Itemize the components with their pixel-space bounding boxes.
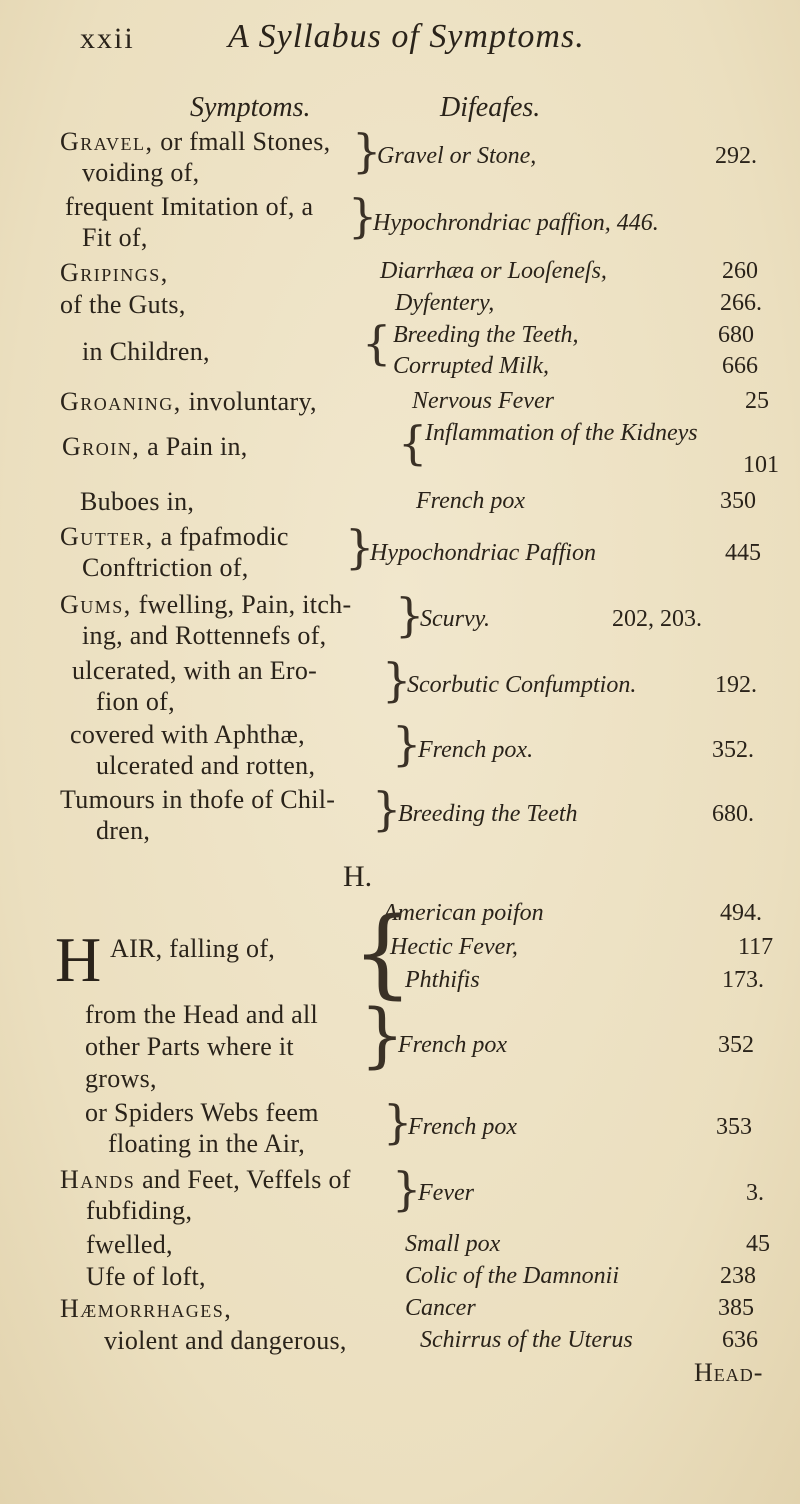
symptom-line: Ufe of loft,	[86, 1262, 206, 1291]
symptom-line: or Spiders Webs feem	[85, 1098, 319, 1127]
symptom-line: fion of,	[96, 687, 175, 716]
brace-icon: }	[383, 1095, 413, 1149]
running-title: A Syllabus of Symptoms.	[228, 18, 585, 55]
page-ref: 352	[718, 1032, 754, 1058]
symptom-line: fubfiding,	[86, 1196, 193, 1225]
page-ref: 350	[720, 488, 756, 514]
brace-icon: }	[382, 653, 412, 707]
column-head-diseases: Difeafes.	[440, 92, 541, 123]
symptom-line: ulcerated, with an Ero-	[72, 656, 318, 685]
page-ref: 202, 203.	[612, 606, 702, 632]
symptom-line: AIR, falling of,	[110, 934, 276, 963]
disease: Nervous Fever	[412, 388, 554, 414]
disease: French pox	[416, 488, 526, 514]
symptom-line: from the Head and all	[85, 1000, 318, 1029]
disease: Phthifis	[405, 967, 480, 993]
symptom-line: floating in the Air,	[108, 1129, 306, 1158]
column-head-symptoms: Symptoms.	[190, 92, 311, 123]
brace-icon: }	[352, 124, 382, 178]
symptom-line: Fit of,	[82, 223, 148, 252]
section-letter: H.	[343, 860, 373, 893]
page-ref: 25	[745, 388, 769, 414]
brace-icon: }	[345, 520, 375, 574]
symptom-line: voiding of,	[82, 158, 200, 187]
symptom-line: fwelled,	[86, 1230, 173, 1259]
symptom-line: Buboes in,	[80, 487, 195, 516]
page-ref: 117	[738, 934, 774, 960]
disease: Breeding the Teeth,	[393, 322, 579, 348]
page-ref: 385	[718, 1295, 754, 1321]
symptom-line: Gutter, a fpafmodic	[60, 522, 289, 551]
brace-icon: }	[360, 994, 405, 1076]
disease: Hypochrondriac paffion, 446.	[373, 210, 659, 236]
disease: Dyfentery,	[395, 290, 495, 316]
page-ref: 266.	[720, 290, 762, 316]
symptom-line: in Children,	[82, 337, 210, 366]
page-number: xxii	[80, 22, 135, 55]
drop-initial: H	[55, 924, 102, 995]
disease: Fever	[418, 1180, 474, 1206]
page-ref: 192.	[715, 672, 757, 698]
page-ref: 260	[722, 258, 758, 284]
page-ref: 352.	[712, 737, 754, 763]
symptom-line: other Parts where it	[85, 1032, 294, 1061]
disease: French pox.	[418, 737, 534, 763]
disease: Cancer	[405, 1295, 476, 1321]
brace-icon: }	[392, 717, 422, 771]
symptom-line: grows,	[85, 1064, 157, 1093]
disease: Small pox	[405, 1231, 501, 1257]
page-ref: 3.	[746, 1180, 764, 1206]
disease: Hectic Fever,	[390, 934, 518, 960]
symptom-line: ing, and Rottennefs of,	[82, 621, 327, 650]
symptom-line: Gripings,	[60, 258, 169, 287]
disease: Corrupted Milk,	[393, 353, 549, 379]
page-ref: 666	[722, 353, 758, 379]
disease: Schirrus of the Uterus	[420, 1327, 633, 1353]
symptom-line: Gravel, or fmall Stones,	[60, 127, 331, 156]
page-ref: 494.	[720, 900, 762, 926]
brace-icon: {	[352, 897, 414, 1009]
symptom-line: Hæmorrhages,	[60, 1294, 233, 1323]
symptom-line: dren,	[96, 816, 151, 845]
symptom-line: frequent Imitation of, a	[65, 192, 314, 221]
disease: French pox	[408, 1114, 518, 1140]
page-ref: 353	[716, 1114, 752, 1140]
symptom-line: Conftriction of,	[82, 553, 249, 582]
symptom-line: Groaning, involuntary,	[60, 387, 317, 416]
brace-icon: }	[348, 189, 378, 243]
disease: Scurvy.	[420, 606, 490, 632]
disease: Breeding the Teeth	[398, 801, 578, 827]
page-ref: 173.	[722, 967, 764, 993]
brace-icon: }	[372, 782, 402, 836]
brace-icon: {	[398, 416, 428, 470]
brace-icon: }	[392, 1162, 422, 1216]
brace-icon: {	[362, 316, 392, 370]
disease: Gravel or Stone,	[377, 143, 537, 169]
page-ref: 680.	[712, 801, 754, 827]
page-ref: 45	[746, 1231, 770, 1257]
catchword: Head-	[694, 1358, 764, 1387]
symptom-line: Gums, fwelling, Pain, itch-	[60, 590, 352, 619]
symptom-line: violent and dangerous,	[104, 1326, 347, 1355]
page-ref: 445	[725, 540, 761, 566]
disease: Inflammation of the Kidneys	[425, 420, 698, 446]
symptom-line: of the Guts,	[60, 290, 186, 319]
page-ref: 636	[722, 1327, 758, 1353]
symptom-line: Hands and Feet, Veffels of	[60, 1165, 351, 1194]
brace-icon: }	[395, 588, 425, 642]
page-ref: 292.	[715, 143, 757, 169]
symptom-line: covered with Aphthæ,	[70, 720, 305, 749]
disease: American poifon	[383, 900, 544, 926]
disease: Hypochondriac Paffion	[370, 540, 596, 566]
symptom-line: Tumours in thofe of Chil-	[60, 785, 336, 814]
disease: Colic of the Damnonii	[405, 1263, 619, 1289]
symptom-line: Groin, a Pain in,	[62, 432, 248, 461]
page-ref: 101	[743, 452, 779, 478]
page-ref: 238	[720, 1263, 756, 1289]
disease: Scorbutic Confumption.	[407, 672, 637, 698]
disease: Diarrhæa or Looſeneſs,	[380, 258, 607, 284]
disease: French pox	[398, 1032, 508, 1058]
symptom-line: ulcerated and rotten,	[96, 751, 316, 780]
page-ref: 680	[718, 322, 754, 348]
